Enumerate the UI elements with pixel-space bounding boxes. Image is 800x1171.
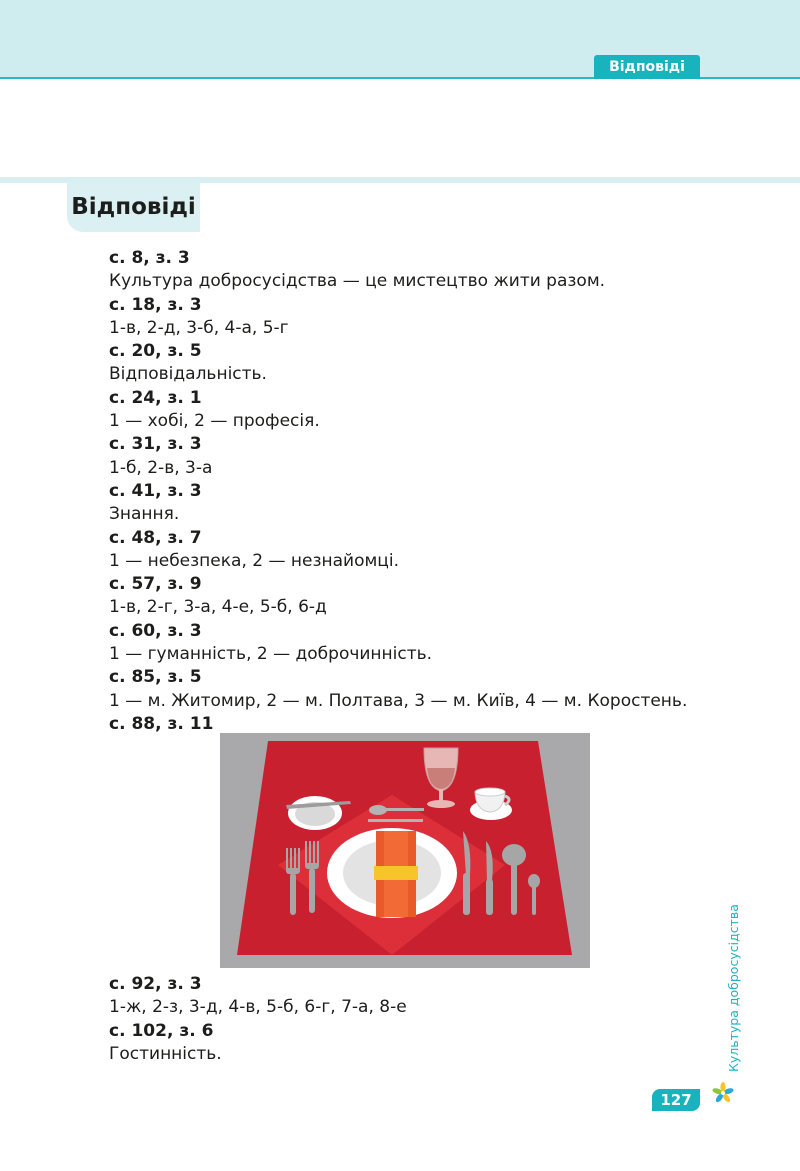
answer-ref: с. 85, з. 5	[109, 667, 202, 688]
answer-text: Культура добросусідства — це мистецтво жити разом.	[109, 271, 606, 292]
answer-ref: с. 92, з. 3	[109, 974, 202, 994]
answer-text: 1 — небезпека, 2 — незнайомці.	[109, 550, 399, 571]
section-title: Відповіді	[67, 182, 200, 232]
answer-ref: с. 20, з. 5	[109, 341, 202, 362]
answer-ref: с. 41, з. 3	[109, 480, 202, 501]
dessert-fork	[368, 819, 423, 822]
answer-ref: с. 48, з. 7	[109, 527, 202, 548]
answer-ref: с. 60, з. 3	[109, 620, 202, 641]
answer-text: 1-в, 2-д, 3-б, 4-а, 5-г	[109, 317, 289, 338]
table-setting-illustration	[220, 733, 590, 968]
answer-ref: с. 88, з. 11	[109, 713, 214, 734]
answer-text: 1-в, 2-г, 3-а, 4-е, 5-б, 6-д	[109, 597, 327, 618]
answer-text: 1 — хобі, 2 — професія.	[109, 411, 320, 432]
answer-ref: с. 8, з. 3	[109, 248, 190, 268]
flower-icon	[712, 1082, 734, 1104]
answer-text: 1-ж, 2-з, 3-д, 4-в, 5-б, 6-г, 7-а, 8-е	[109, 997, 407, 1018]
answer-ref: с. 24, з. 1	[109, 387, 202, 408]
answers-list-continued	[109, 973, 729, 1066]
answer-text: 1-б, 2-в, 3-а	[109, 457, 213, 478]
answer-text: Гостинність.	[109, 1043, 222, 1064]
answer-ref: с. 102, з. 6	[109, 1020, 214, 1041]
answer-ref: с. 31, з. 3	[109, 434, 202, 455]
answer-text: 1 — м. Житомир, 2 — м. Полтава, 3 — м. Київ, 4 — м. Коростень.	[109, 690, 688, 711]
answer-ref: с. 18, з. 3	[109, 294, 202, 315]
header-tab: Відповіді	[594, 55, 700, 79]
napkin-ring	[374, 866, 418, 880]
answer-text: Відповідальність.	[109, 364, 267, 385]
answer-text: 1 — гуманність, 2 — доброчинність.	[109, 644, 433, 665]
answer-text: Знання.	[109, 504, 180, 525]
page-number: 127	[652, 1089, 700, 1111]
answers-list	[109, 247, 729, 736]
side-label: Культура добросусідства	[726, 904, 741, 1072]
answer-ref: с. 57, з. 9	[109, 574, 202, 595]
